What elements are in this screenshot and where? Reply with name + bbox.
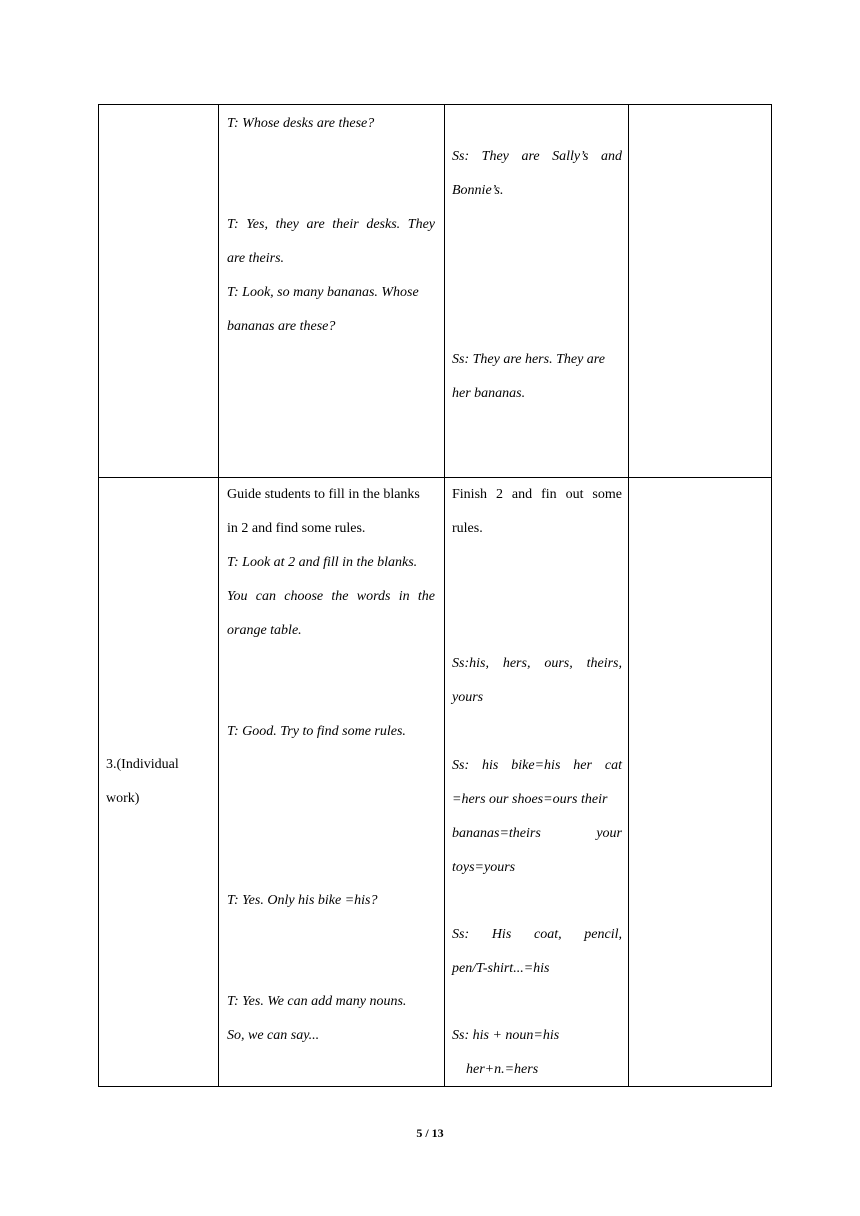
teacher-line: T: Good. Try to find some rules. [227, 724, 406, 739]
teacher-line: are theirs. [227, 251, 285, 266]
page-number: 5 / 13 [416, 1126, 444, 1140]
student-line: bananas=theirs your [452, 826, 622, 841]
teacher-line: T: Yes. We can add many nouns. [227, 994, 407, 1009]
student-line: Ss:his, hers, ours, theirs, [452, 656, 622, 671]
notes-cell [629, 105, 772, 478]
student-line: Ss: his + noun=his [452, 1028, 560, 1043]
teacher-line: You can choose the words in the [227, 589, 435, 604]
student-line: her+n.=hers [466, 1062, 539, 1077]
teacher-line: bananas are these? [227, 319, 336, 334]
student-line: Ss: his bike=his her cat [452, 758, 622, 773]
teacher-line: So, we can say... [227, 1028, 320, 1043]
student-line: =hers our shoes=ours their [452, 792, 608, 807]
stage-line: work) [106, 791, 140, 806]
student-line: rules. [452, 521, 483, 536]
student-line: toys=yours [452, 860, 516, 875]
stage-cell [99, 478, 219, 1087]
student-activity-cell [445, 478, 629, 1087]
student-line: pen/T-shirt...=his [452, 961, 550, 976]
notes-cell [629, 478, 772, 1087]
teacher-activity-cell [219, 478, 445, 1087]
teacher-line: T: Whose desks are these? [227, 116, 375, 131]
table-row [99, 105, 772, 478]
student-activity-cell [445, 105, 629, 478]
teacher-line: in 2 and find some rules. [227, 521, 366, 536]
student-line: Ss: His coat, pencil, [452, 927, 622, 942]
teacher-line: Guide students to fill in the blanks [227, 487, 420, 502]
lesson-plan-table [98, 104, 772, 1087]
stage-line: 3.(Individual [106, 757, 179, 772]
student-line: Bonnie’s. [452, 183, 504, 198]
teacher-line: T: Yes, they are their desks. They [227, 217, 435, 232]
student-line: Finish 2 and fin out some [452, 487, 622, 502]
teacher-line: T: Yes. Only his bike =his? [227, 893, 378, 908]
stage-cell [99, 105, 219, 478]
student-line: Ss: They are Sally’s and [452, 149, 622, 164]
teacher-line: T: Look at 2 and fill in the blanks. [227, 555, 418, 570]
teacher-activity-cell [219, 105, 445, 478]
table-row [99, 478, 772, 1087]
teacher-line: T: Look, so many bananas. Whose [227, 285, 419, 300]
teacher-line: orange table. [227, 623, 302, 638]
student-line: her bananas. [452, 386, 526, 401]
student-line: Ss: They are hers. They are [452, 352, 605, 367]
student-line: yours [452, 690, 484, 705]
